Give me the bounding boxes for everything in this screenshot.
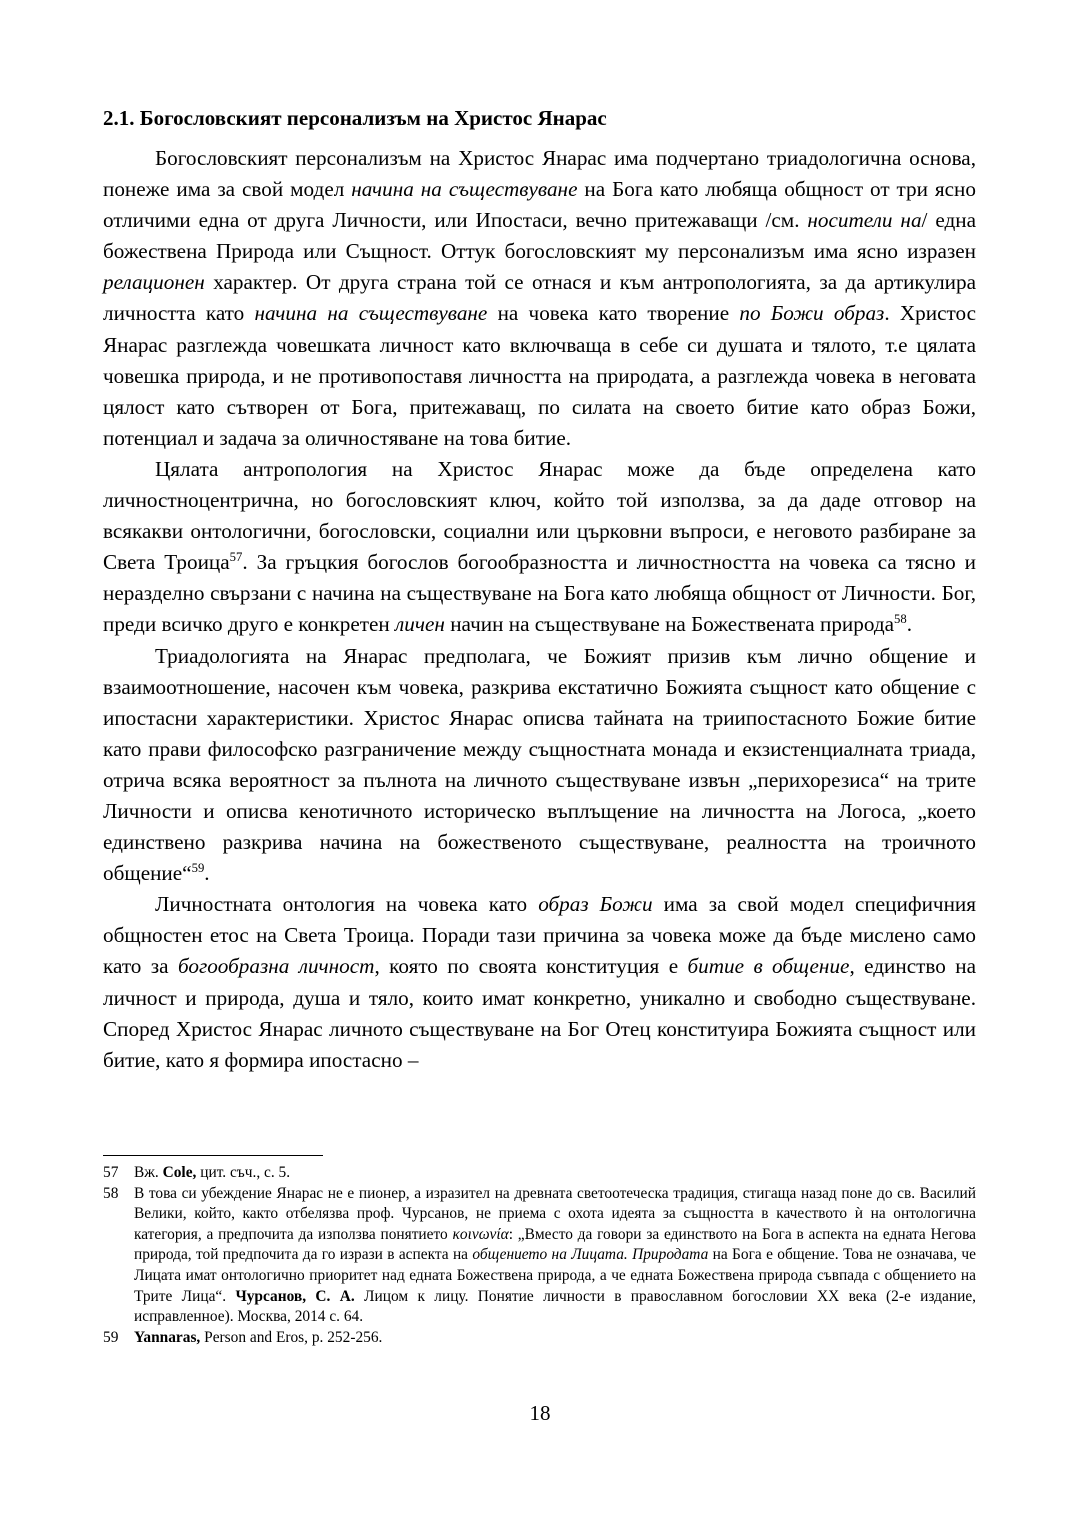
emphasis: носители на [807, 208, 922, 233]
emphasis: по Божи образ [739, 301, 885, 326]
emphasis: начина на съществуване [351, 177, 578, 202]
emphasis: богообразна личност [177, 954, 375, 979]
paragraph: Личностната онтология на човека като образ Божи има за свой модел специфичния общностен етос на Света Троица. Поради тази причина за човека може да бъде мислено само като за богообразна личност, която по своята конституция е битие в общение, единство на личност и природа, душа и тяло, които имат конкретно, уникално и свободно съществуване. Според Христос Янарас личното съществуване на Бог Отец конституира Божията същност или битие, като я формира ипостасно – [103, 892, 977, 1072]
emphasis: образ Божи [538, 892, 653, 917]
emphasis: битие в общение [687, 954, 850, 979]
footnote-separator [103, 1155, 323, 1156]
emphasis: личен [395, 612, 445, 637]
footnote: 58 В това си убеждение Янарас не е пионер, а изразител на древната светоотеческа традиция, стигаща назад поне до св. Василий Велики, който, както отбелязва проф. Чурсанов, не приема с охота идеята за същността в качеството ѝ на онтологична категория, а предпочита да използва понятието κοινωνία: „Вместо да говори за единството на Бога в аспекта на едната Негова природа, той предпочита да го изрази в аспекта на общението на Лицата. Природата на Бога е общение. Това не означава, че Лицата имат онтологично приоритет над едната Божествена природа, а че едната Божествена природа съвпада с общението на Трите Лица“. Чурсанов, С. А. Лицом к лицу. Понятие личности в православном богословии XX века (2-е издание, исправленное). Москва, 2014 с. 64. [103, 1184, 977, 1326]
footnote-ref[interactable]: 58 [894, 612, 907, 627]
emphasis: начина на съществуване [254, 301, 488, 326]
emphasis: общението на Лицата. Природата [472, 1246, 709, 1264]
footnote-number: 59 [103, 1328, 119, 1346]
emphasis: κοινωνία [452, 1225, 509, 1243]
section-heading: 2.1. Богословският персонализъм на Христос Янарас [103, 106, 607, 130]
paragraph: Цялата антропология на Христос Янарас може да бъде определена като личностноцентрична, но богословският ключ, който той използва, за да даде отговор на всякакви онтологични, богословски, социални или църковни въпроси, е неговото разбиране за Света Троица$^{57}$. За гръцкия богослов богообразността и личностността на човека са тясно и неразделно свързани с начина на съществуване на Бога като любяща общност от Личности. Бог, преди всичко друго е конкретен личен начин на съществуване на Божествената природа$^{58}$. [103, 456, 976, 637]
footnote-number: 58 [103, 1184, 119, 1202]
author-name: Чурсанов, С. А. [235, 1287, 355, 1305]
paragraph: Триадологията на Янарас предполага, че Божият призив към лично общение и взаимоотношение, насочен към човека, разкрива екстатично Божията същност като общение с ипостасни характеристики. Христос Янарас описва тайната на триипостасното Божие битие като прави философско разграничение между същностната монада и екзистенциалната триада, отрича всяка вероятност за пълнота на личното съществуване извън „перихорезиса“ на трите Личности и описва кенотичното историческо въплъщение на личността на Логоса, „което единствено разкрива начина на божественото съществуване, реалността на троичното общение“$^{59}$. [103, 643, 976, 886]
page-number: 18 [529, 1401, 551, 1425]
paragraph: Богословският персонализъм на Христос Янарас има подчертано триадологична основа, понеже има за свой модел начина на съществуване на Бога като любяща общност от три ясно отличими една от друга Личности, или Ипостаси, вечно притежаващи /см. носители на/ една божествена Природа или Същност. Оттук богословският му персонализъм има ясно изразен релационен характер. От друга страна той се отнася и към антропологията, за да артикулира личността като начина на съществуване на човека като творение по Божи образ. Христос Янарас разглежда човешката личност като включваща в себе си душата и тялото, т.е цялата човешка природа, и не противопоставя личността на природата, а разглежда човека в неговата цялост като сътворен от Бога, притежаващ, по силата на своето битие като образ Божи, потенциал и задача за оличностяване на това битие. [103, 146, 976, 450]
emphasis: релационен [103, 270, 205, 295]
footnote-number: 57 [103, 1164, 119, 1181]
footnotes [103, 1163, 976, 1348]
footnote: 57 Вж. Cole, цит. съч., с. 5. [103, 1163, 976, 1184]
footnote: 59 Yannaras, Person and Eros, p. 252-256. [103, 1328, 976, 1349]
footnote-ref[interactable]: 59 [191, 861, 205, 876]
author-name: Cole, [162, 1164, 197, 1181]
author-name: Yannaras, [134, 1328, 201, 1346]
footnote-ref[interactable]: 57 [229, 550, 243, 565]
body-text [103, 143, 976, 1076]
